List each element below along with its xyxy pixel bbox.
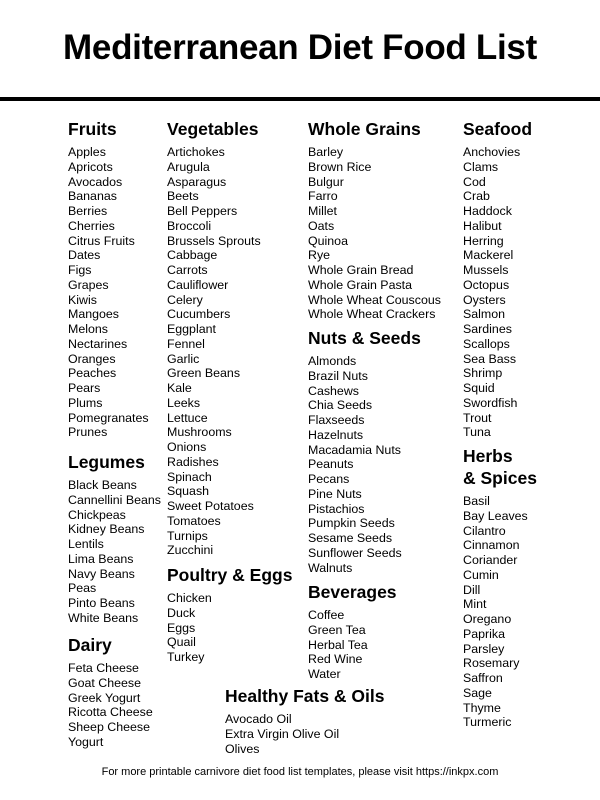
food-item: Haddock <box>463 204 512 218</box>
food-item: Apricots <box>68 159 113 174</box>
food-item: Cherries <box>68 218 115 233</box>
food-item: Mangoes <box>68 307 119 322</box>
food-item: Asparagus <box>167 174 227 189</box>
food-item: Whole Wheat Crackers <box>308 307 436 322</box>
page-title: Mediterranean Diet Food List <box>63 28 537 67</box>
food-item: Scallops <box>463 336 510 351</box>
food-item: Brazil Nuts <box>308 368 368 383</box>
food-item: Cinnamon <box>463 538 520 553</box>
food-item: Dates <box>68 248 101 263</box>
section-whole-grains <box>308 118 441 322</box>
food-item: Sweet Potatoes <box>167 499 254 513</box>
food-item: Hazelnuts <box>308 427 364 442</box>
food-item: Cashews <box>308 383 359 398</box>
food-item: Duck <box>167 605 196 620</box>
food-item: Chicken <box>167 591 212 605</box>
food-item: Pecans <box>308 472 350 486</box>
food-item: Mackerel <box>463 248 514 263</box>
food-item: Oranges <box>68 351 116 366</box>
food-item: Artichokes <box>167 145 225 159</box>
section-heading: Poultry & Eggs <box>167 565 293 585</box>
food-item: Lima Beans <box>68 551 134 566</box>
food-item: Yogurt <box>68 734 104 749</box>
food-item: Radishes <box>167 454 219 469</box>
food-item: Squid <box>463 381 495 395</box>
section-healthy-fats-oils <box>225 685 385 756</box>
food-item: Pomegranates <box>68 410 149 425</box>
section-heading: Whole Grains <box>308 119 421 139</box>
food-item: White Beans <box>68 610 139 625</box>
food-item: Peas <box>68 581 97 596</box>
food-item: Turnips <box>167 528 208 543</box>
food-item: Saffron <box>463 671 503 685</box>
food-item: Feta Cheese <box>68 661 139 675</box>
food-item: Chia Seeds <box>308 398 373 413</box>
section-seafood <box>463 118 532 440</box>
food-item: Lentils <box>68 537 104 551</box>
food-item: Avocado Oil <box>225 712 292 726</box>
food-item: Oregano <box>463 612 512 626</box>
food-item: Whole Wheat Couscous <box>308 292 441 307</box>
food-item: Quinoa <box>308 233 348 248</box>
section-heading-line: Herbs <box>463 446 513 466</box>
food-item: Citrus Fruits <box>68 233 135 248</box>
food-item: Tuna <box>463 425 491 440</box>
food-list <box>167 591 292 665</box>
section-fruits <box>68 118 149 440</box>
food-item: Eggs <box>167 620 196 635</box>
food-item: Tomatoes <box>167 513 221 528</box>
food-item: Trout <box>463 410 492 425</box>
title-divider <box>0 97 600 101</box>
food-item: Eggplant <box>167 322 216 336</box>
food-item: Garlic <box>167 351 200 366</box>
food-item: Onions <box>167 440 207 454</box>
food-item: Quail <box>167 635 196 650</box>
food-item: Pistachios <box>308 501 365 516</box>
food-item: Rosemary <box>463 656 520 671</box>
section-herbs-spices <box>463 445 537 730</box>
section-poultry-eggs <box>167 564 292 665</box>
food-list <box>225 712 385 756</box>
food-item: Coffee <box>308 608 345 622</box>
food-item: Bell Peppers <box>167 204 238 218</box>
food-item: Parsley <box>463 641 505 656</box>
food-item: Walnuts <box>308 560 353 575</box>
food-item: Kidney Beans <box>68 522 145 537</box>
section-heading: Healthy Fats & Oils <box>225 686 385 706</box>
food-item: Turkey <box>167 650 205 664</box>
section-vegetables <box>167 118 261 558</box>
food-item: Sunflower Seeds <box>308 545 402 560</box>
food-item: Sesame Seeds <box>308 531 393 545</box>
food-item: Thyme <box>463 700 501 715</box>
food-item: Dill <box>463 582 481 597</box>
food-item: Melons <box>68 322 108 336</box>
food-item: Bananas <box>68 189 117 204</box>
food-item: Turmeric <box>463 715 512 730</box>
food-item: Leeks <box>167 395 201 410</box>
food-item: Arugula <box>167 159 210 174</box>
food-item: Apples <box>68 145 106 159</box>
food-list <box>167 145 261 558</box>
section-beverages <box>308 581 397 682</box>
section-legumes <box>68 451 161 626</box>
food-item: Olives <box>225 741 260 756</box>
food-item: Halibut <box>463 218 502 233</box>
food-item: Nectarines <box>68 336 128 351</box>
food-item: Herbal Tea <box>308 637 368 652</box>
food-list <box>308 608 397 682</box>
food-item: Greek Yogurt <box>68 690 141 705</box>
food-item: Shrimp <box>463 366 503 381</box>
food-item: Broccoli <box>167 218 212 233</box>
food-item: Crab <box>463 189 490 204</box>
food-item: Mushrooms <box>167 425 232 440</box>
food-item: Avocados <box>68 174 123 189</box>
food-item: Chickpeas <box>68 507 126 522</box>
food-item: Cumin <box>463 567 499 582</box>
food-item: Paprika <box>463 626 506 641</box>
food-item: Lettuce <box>167 410 208 425</box>
food-item: Cod <box>463 174 486 189</box>
food-item: Extra Virgin Olive Oil <box>225 726 340 741</box>
food-item: Bulgur <box>308 174 344 189</box>
food-item: Ricotta Cheese <box>68 705 153 720</box>
section-nuts-seeds <box>308 327 421 575</box>
section-dairy <box>68 634 153 750</box>
food-list <box>463 145 532 440</box>
food-list <box>68 478 161 626</box>
food-item: Carrots <box>167 263 208 277</box>
food-item: Millet <box>308 204 337 218</box>
food-item: Red Wine <box>308 652 363 667</box>
food-item: Goat Cheese <box>68 675 142 690</box>
food-item: Swordfish <box>463 395 518 410</box>
food-item: Farro <box>308 189 338 204</box>
food-item: Cannellini Beans <box>68 492 161 507</box>
food-item: Prunes <box>68 425 108 440</box>
food-item: Coriander <box>463 553 518 567</box>
food-item: Sea Bass <box>463 351 517 366</box>
section-heading: Legumes <box>68 452 145 472</box>
food-item: Celery <box>167 292 203 307</box>
food-item: Mint <box>463 597 487 612</box>
food-item: Whole Grain Pasta <box>308 277 412 292</box>
footer-note: For more printable carnivore diet food list templates, please visit https://inkpx.com <box>101 766 499 778</box>
food-item: Oysters <box>463 292 506 307</box>
food-item: Brown Rice <box>308 159 372 174</box>
food-item: Flaxseeds <box>308 413 365 427</box>
food-item: Cabbage <box>167 248 218 263</box>
food-item: Fennel <box>167 336 205 351</box>
food-item: Cucumbers <box>167 307 231 322</box>
food-item: Rye <box>308 248 331 263</box>
food-item: Black Beans <box>68 478 137 492</box>
food-item: Figs <box>68 263 92 277</box>
section-heading: Dairy <box>68 635 112 655</box>
food-item: Barley <box>308 145 344 159</box>
food-item: Almonds <box>308 354 357 368</box>
food-item: Squash <box>167 484 210 499</box>
food-item: Clams <box>463 159 499 174</box>
food-list <box>68 661 153 750</box>
food-item: Sheep Cheese <box>68 720 150 734</box>
section-heading: Beverages <box>308 582 397 602</box>
food-item: Pine Nuts <box>308 486 362 501</box>
section-heading: Vegetables <box>167 119 259 139</box>
section-heading: Fruits <box>68 119 117 139</box>
food-item: Kale <box>167 381 192 395</box>
food-item: Peaches <box>68 366 117 381</box>
food-item: Anchovies <box>463 145 521 159</box>
food-item: Berries <box>68 204 108 218</box>
food-item: Cilantro <box>463 523 506 538</box>
food-list <box>463 494 537 730</box>
food-item: Herring <box>463 233 504 248</box>
food-item: Navy Beans <box>68 566 135 581</box>
food-item: Grapes <box>68 277 109 292</box>
food-item: Pumpkin Seeds <box>308 516 395 531</box>
food-item: Macadamia Nuts <box>308 442 401 457</box>
food-item: Bay Leaves <box>463 508 528 523</box>
food-item: Spinach <box>167 469 212 484</box>
food-item: Pears <box>68 381 101 395</box>
food-item: Octopus <box>463 277 510 292</box>
food-item: Cauliflower <box>167 277 229 292</box>
food-item: Zucchini <box>167 543 214 558</box>
food-item: Basil <box>463 494 490 508</box>
section-heading <box>463 445 537 489</box>
food-item: Beets <box>167 189 199 204</box>
food-item: Whole Grain Bread <box>308 263 414 277</box>
food-item: Pinto Beans <box>68 596 135 610</box>
food-list <box>308 354 421 575</box>
food-item: Green Beans <box>167 366 241 381</box>
food-item: Brussels Sprouts <box>167 233 261 248</box>
food-list <box>68 145 149 440</box>
food-item: Salmon <box>463 307 506 322</box>
food-item: Oats <box>308 218 335 233</box>
food-item: Peanuts <box>308 457 354 472</box>
food-item: Sardines <box>463 322 512 336</box>
section-heading: Seafood <box>463 119 533 139</box>
food-list <box>308 145 441 322</box>
section-heading-line: & Spices <box>463 468 537 488</box>
section-heading: Nuts & Seeds <box>308 328 421 348</box>
food-item: Kiwis <box>68 292 97 307</box>
food-item: Mussels <box>463 263 509 277</box>
food-item: Water <box>308 667 341 681</box>
food-item: Green Tea <box>308 622 366 637</box>
food-item: Plums <box>68 395 103 410</box>
food-item: Sage <box>463 685 492 700</box>
